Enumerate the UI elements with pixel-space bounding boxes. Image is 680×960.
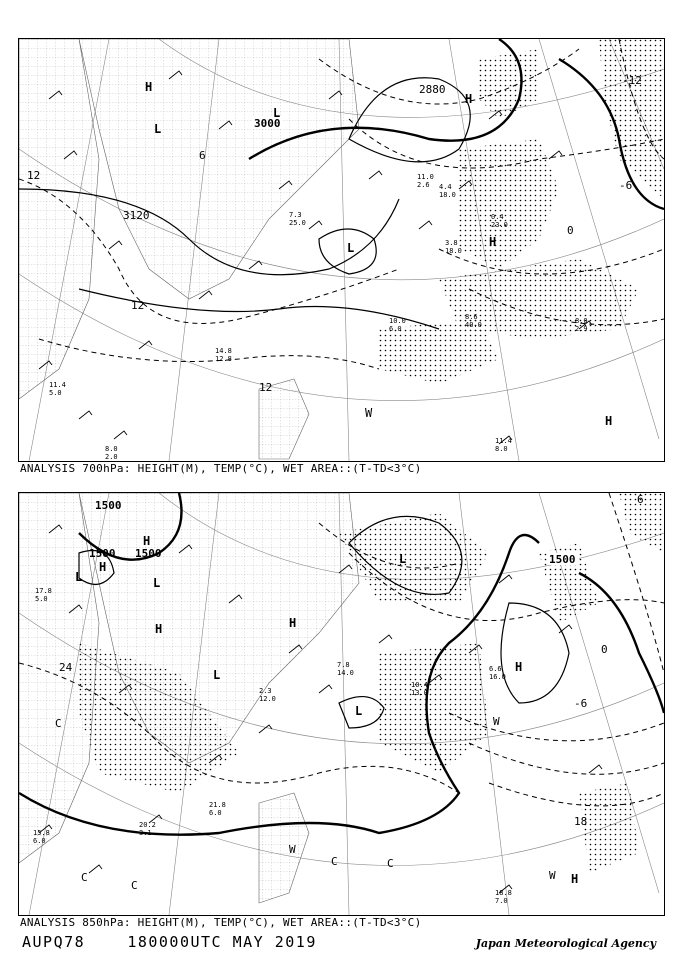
station-value: 5.0 bbox=[49, 389, 62, 397]
height-label: 1500 bbox=[95, 499, 122, 512]
high-center: H bbox=[489, 235, 497, 249]
temp-label: 12 bbox=[131, 299, 145, 312]
station-value: 6.0 bbox=[209, 809, 222, 817]
station-value: 18.8 bbox=[495, 889, 512, 897]
low-center: L bbox=[273, 106, 281, 120]
analysis-700hpa-map bbox=[18, 38, 665, 462]
height-label: 2880 bbox=[419, 83, 446, 96]
station-value: 17.8 bbox=[35, 587, 52, 595]
warm-symbol: W bbox=[493, 715, 500, 728]
product-code: AUPQ78 bbox=[22, 933, 86, 951]
station-value: 25.0 bbox=[289, 219, 306, 227]
station-value: 12.8 bbox=[215, 355, 232, 363]
station-value: 4.4 bbox=[439, 183, 452, 191]
height-label: 3000 bbox=[254, 117, 281, 130]
station-value: 16.0 bbox=[489, 673, 506, 681]
station-value: 20.2 bbox=[139, 821, 156, 829]
high-center: H bbox=[605, 414, 613, 428]
station-value: 6.0 bbox=[33, 837, 46, 845]
station-value: 2.3 bbox=[259, 687, 272, 695]
temp-label: 6 bbox=[637, 493, 644, 506]
station-value: 14.0 bbox=[337, 669, 354, 677]
temp-label: 6 bbox=[199, 149, 206, 162]
station-value: 8.0 bbox=[575, 317, 588, 325]
temp-label: 12 bbox=[259, 381, 273, 394]
station-value: 11.0 bbox=[417, 173, 434, 181]
low-center: L bbox=[154, 122, 162, 136]
station-value: 5.0 bbox=[35, 595, 48, 603]
high-center: H bbox=[289, 616, 297, 630]
station-value: 6.0 bbox=[389, 325, 402, 333]
station-value: 3.1 bbox=[139, 829, 152, 837]
coastlines bbox=[19, 493, 359, 903]
high-center: H bbox=[155, 622, 163, 636]
high-center: H bbox=[145, 80, 153, 94]
temp-label: 0 bbox=[567, 224, 574, 237]
station-value: 14.8 bbox=[215, 347, 232, 355]
map-700hpa-svg bbox=[19, 39, 664, 461]
temp-label: -12 bbox=[622, 74, 642, 87]
station-value: 10.4 bbox=[411, 681, 428, 689]
map-850hpa-svg bbox=[19, 493, 664, 915]
temp-label: -6 bbox=[619, 179, 633, 192]
agency-name: Japan Meteorological Agency bbox=[475, 937, 656, 950]
caption-700hpa: ANALYSIS 700hPa: HEIGHT(M), TEMP(°C), WET AREA::(T-TD<3°C) bbox=[20, 462, 422, 475]
temp-label: 24 bbox=[59, 661, 73, 674]
station-value: 6.6 bbox=[489, 665, 502, 673]
high-center: H bbox=[143, 534, 151, 548]
cold-center: C bbox=[81, 871, 88, 884]
station-value: 2.0 bbox=[105, 453, 118, 461]
station-value: 2.6 bbox=[417, 181, 430, 189]
high-center: H bbox=[99, 560, 107, 574]
cold-center: C bbox=[331, 855, 338, 868]
station-value: 7.3 bbox=[289, 211, 302, 219]
low-center: L bbox=[153, 576, 161, 590]
low-center: L bbox=[347, 241, 355, 255]
analysis-850hpa-map bbox=[18, 492, 665, 916]
station-value: 0.4 bbox=[491, 213, 504, 221]
cold-center: C bbox=[387, 857, 394, 870]
station-value: 10.0 bbox=[389, 317, 406, 325]
high-center: H bbox=[465, 92, 473, 106]
coastlines bbox=[19, 39, 359, 459]
cold-center: C bbox=[131, 879, 138, 892]
station-value: 8.6 bbox=[465, 313, 478, 321]
high-center: H bbox=[571, 872, 579, 886]
low-center: L bbox=[213, 668, 221, 682]
temp-label: 0 bbox=[601, 643, 608, 656]
station-value: 21.8 bbox=[209, 801, 226, 809]
temp-label: 12 bbox=[27, 169, 41, 182]
station-value: 3.8 bbox=[445, 239, 458, 247]
station-value: 2.9 bbox=[575, 325, 588, 333]
warm-symbol: W bbox=[365, 406, 373, 420]
cold-center: C bbox=[55, 717, 62, 730]
height-label: 3120 bbox=[123, 209, 150, 222]
station-value: 7.0 bbox=[495, 897, 508, 905]
temp-label: -6 bbox=[574, 697, 588, 710]
low-center: L bbox=[75, 570, 83, 584]
low-center: L bbox=[399, 552, 407, 566]
warm-symbol: W bbox=[289, 843, 296, 856]
station-value: 11.4 bbox=[495, 437, 512, 445]
chart-identifier bbox=[22, 933, 317, 951]
station-value: 7.8 bbox=[337, 661, 350, 669]
station-value: 15.8 bbox=[33, 829, 50, 837]
station-value: 23.0 bbox=[491, 221, 508, 229]
low-center: L bbox=[355, 704, 363, 718]
station-value: 8.0 bbox=[105, 445, 118, 453]
warm-symbol: W bbox=[549, 869, 556, 882]
station-value: 18.0 bbox=[445, 247, 462, 255]
station-value: 11.4 bbox=[49, 381, 66, 389]
high-center: H bbox=[515, 660, 523, 674]
height-label: 1500 bbox=[89, 547, 116, 560]
height-label: 1500 bbox=[549, 553, 576, 566]
station-value: 12.0 bbox=[259, 695, 276, 703]
station-value: 40.0 bbox=[465, 321, 482, 329]
height-label: 1500 bbox=[135, 547, 162, 560]
station-value: 8.0 bbox=[495, 445, 508, 453]
valid-time: 180000UTC MAY 2019 bbox=[127, 933, 317, 951]
caption-850hpa: ANALYSIS 850hPa: HEIGHT(M), TEMP(°C), WET AREA::(T-TD<3°C) bbox=[20, 916, 422, 929]
station-value: 13.0 bbox=[411, 689, 428, 697]
station-value: 18.0 bbox=[439, 191, 456, 199]
temp-label: 18 bbox=[574, 815, 588, 828]
